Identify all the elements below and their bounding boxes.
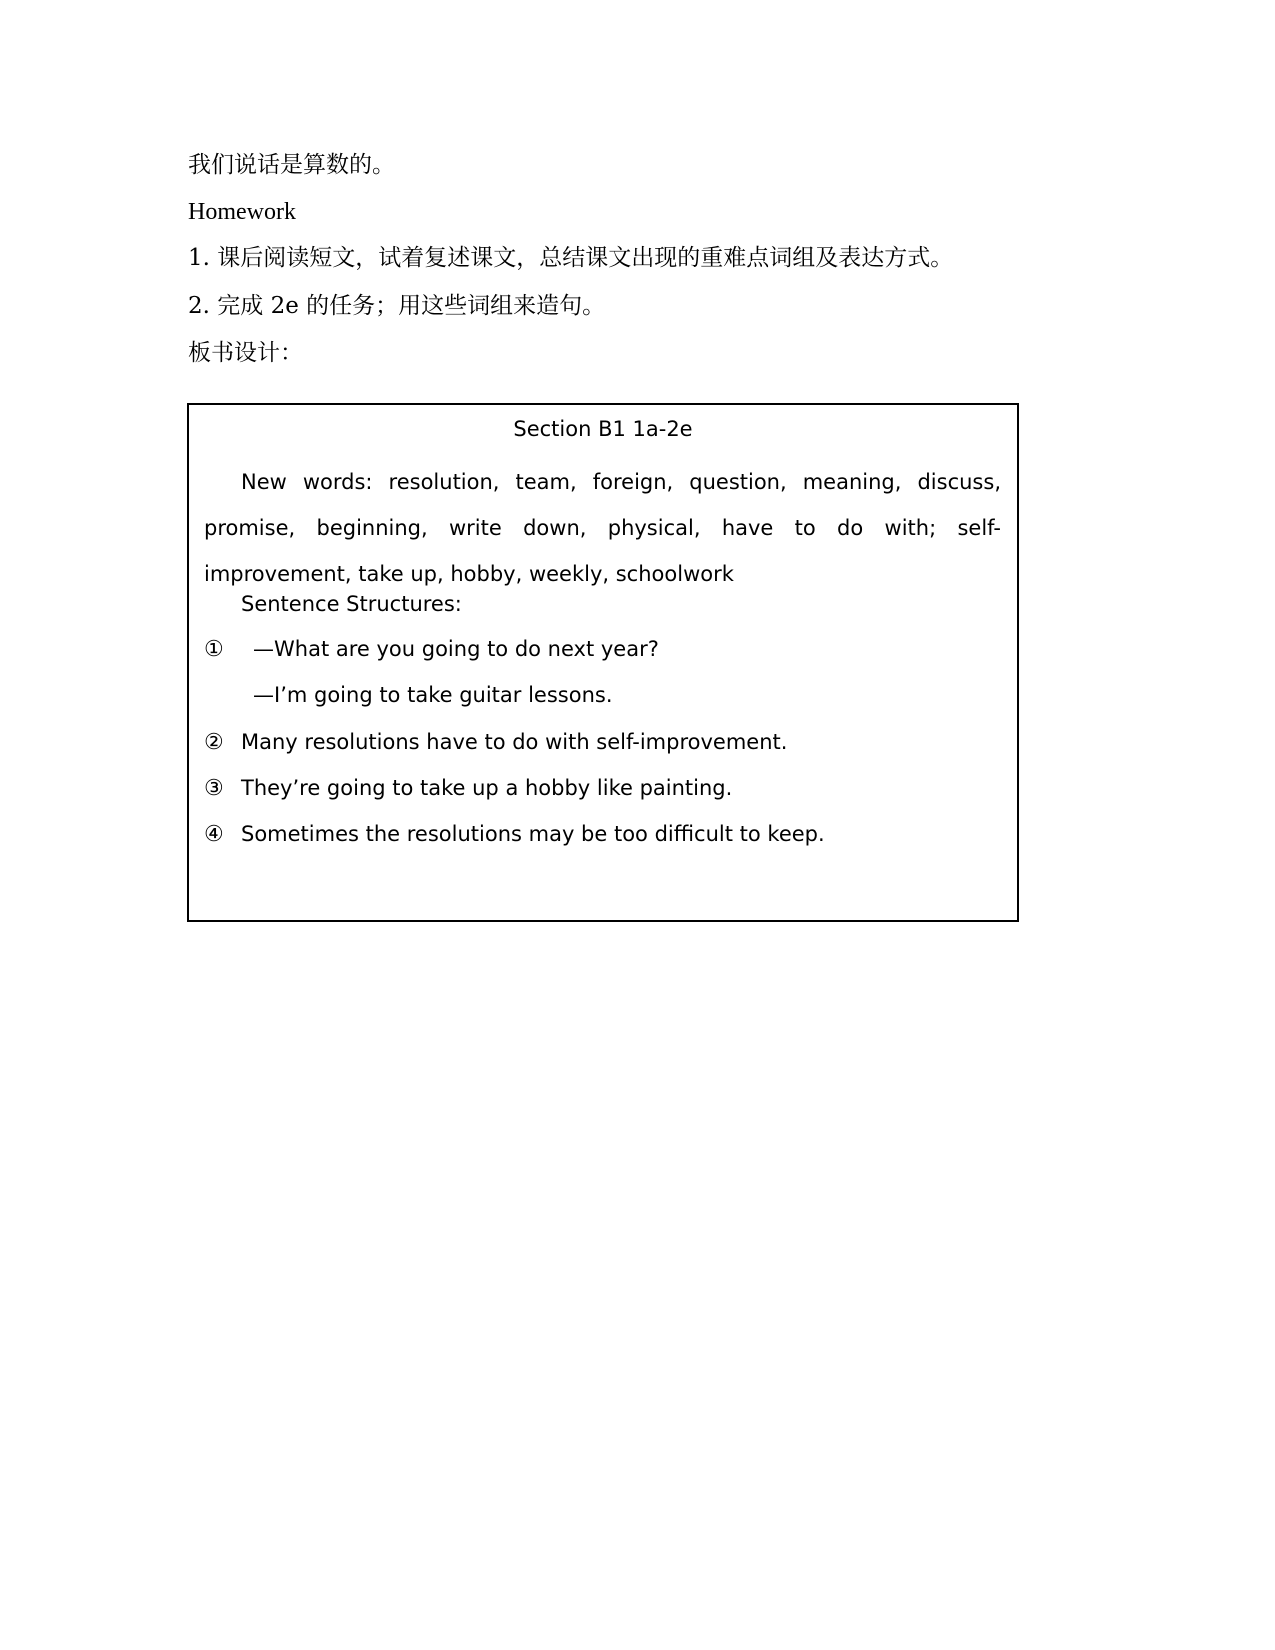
homework-item-2: 2. 完成 2e 的任务；用这些词组来造句。: [188, 293, 606, 319]
blackboard-design-box: [187, 403, 1019, 922]
sentence-number: ④: [204, 822, 224, 847]
sentence-number: ③: [204, 776, 224, 801]
board-title: Section B1 1a-2e: [513, 417, 693, 441]
sentence-line: They’re going to take up a hobby like painting.: [241, 776, 733, 800]
sentence-line: —I’m going to take guitar lessons.: [253, 683, 613, 707]
sentence-line: Many resolutions have to do with self-improvement.: [241, 730, 788, 754]
board-design-label: 板书设计：: [188, 340, 303, 366]
new-words-paragraph: New words: resolution, team, foreign, question, meaning, discuss, promise, beginning, write down, physical, have to do with; self-improvement, take up, hobby, weekly, schoolwork: [204, 470, 1001, 586]
sentence-line: Sometimes the resolutions may be too difficult to keep.: [241, 822, 825, 846]
intro-line: 我们说话是算数的。: [188, 152, 395, 178]
sentence-number: ②: [204, 730, 224, 755]
sentence-number: ①: [204, 637, 224, 662]
homework-heading: Homework: [188, 199, 296, 225]
sentence-line: —What are you going to do next year?: [253, 637, 659, 661]
sentence-structures-label: Sentence Structures:: [241, 592, 462, 616]
homework-item-1: 1. 课后阅读短文，试着复述课文，总结课文出现的重难点词组及表达方式。: [188, 245, 954, 271]
